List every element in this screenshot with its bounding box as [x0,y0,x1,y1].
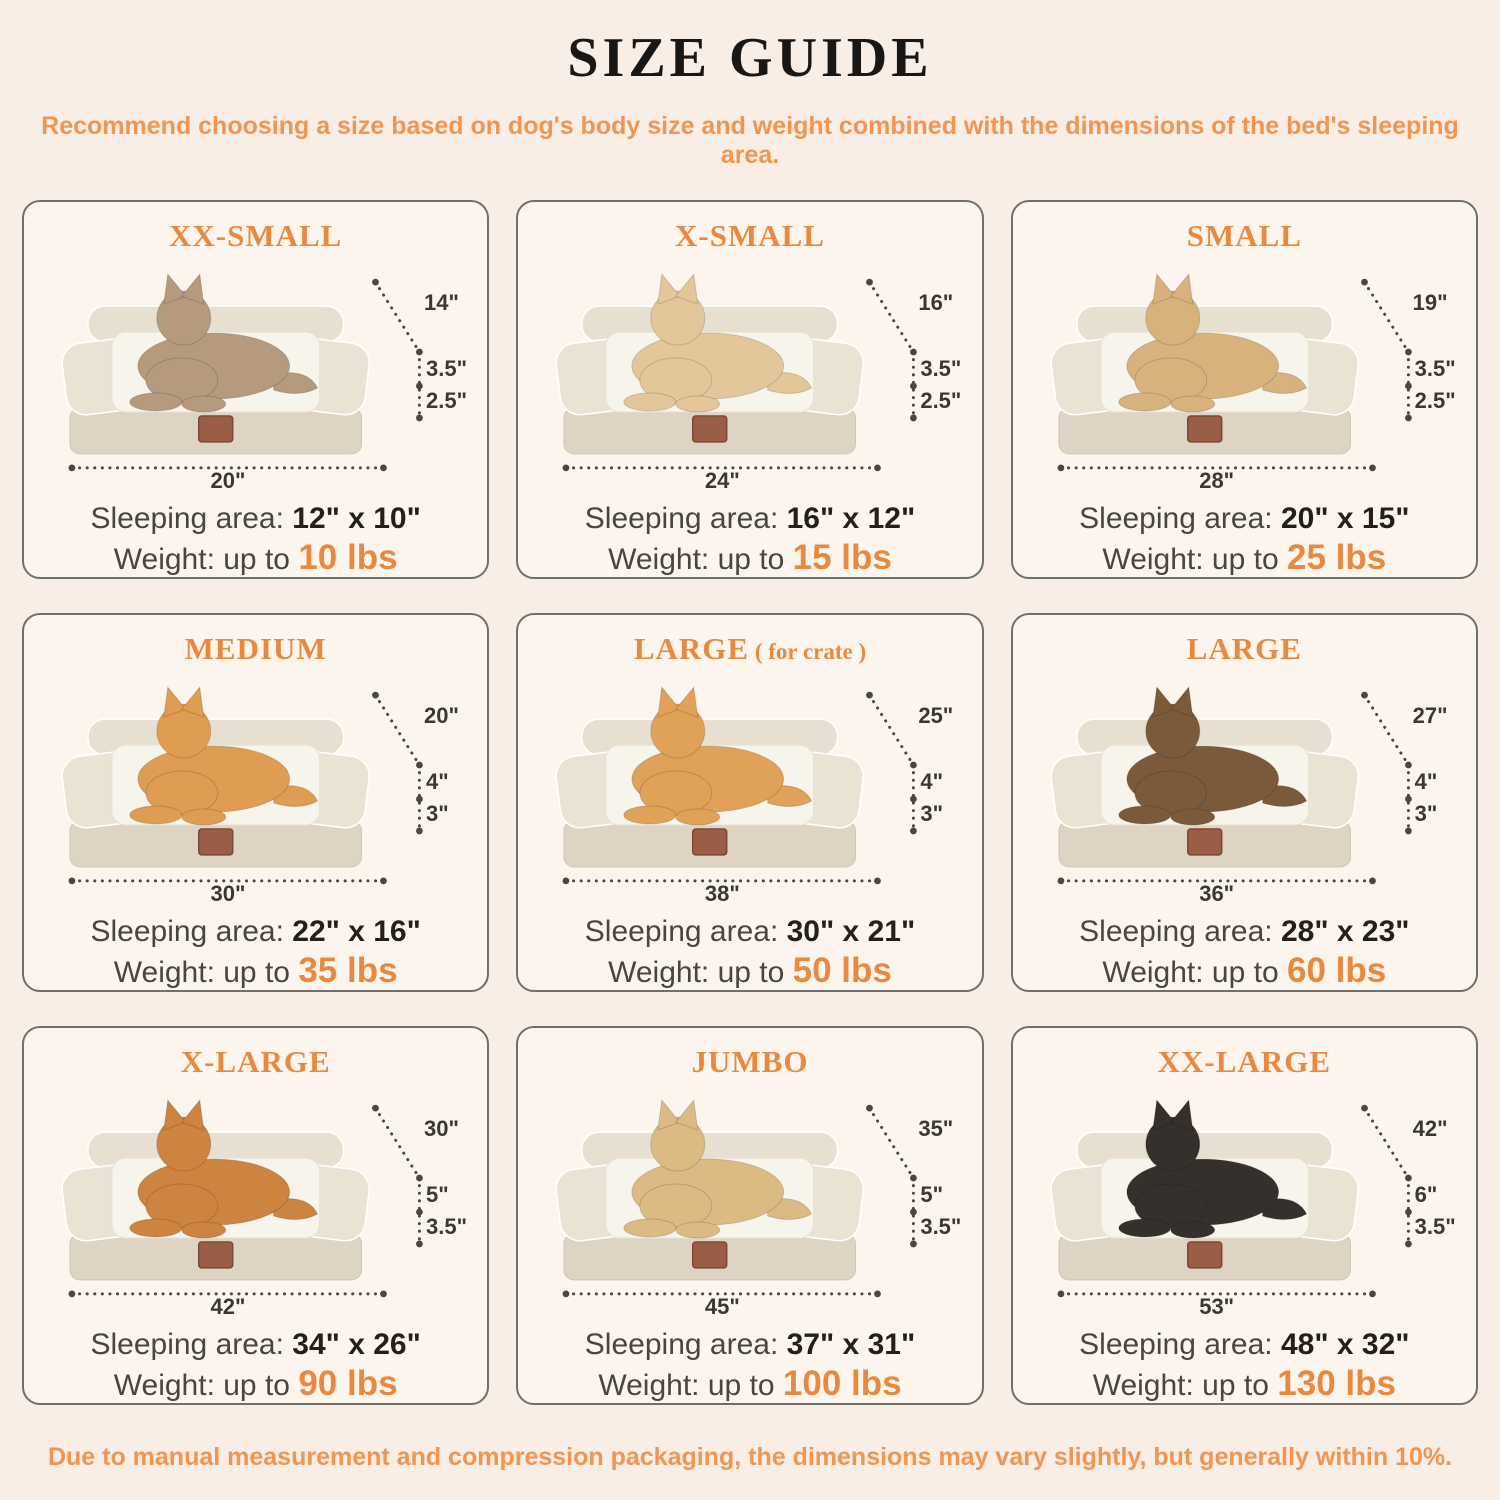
size-card-xx-small [22,200,489,579]
size-name [1025,631,1464,667]
weight-line [1025,1364,1464,1404]
size-name-text: X-SMALL [675,218,825,253]
width-dimension-label: 16" [918,290,954,315]
measurement-disclaimer: Due to manual measurement and compression packaging, the dimensions may vary slightly, but generally within 10%. [47,1443,1453,1471]
length-dimension-label: 36" [1199,881,1235,906]
size-name-text: JUMBO [691,1044,809,1079]
size-card-x-large [22,1026,489,1405]
bed-photo-labrador [530,1082,969,1320]
length-dimension-label: 28" [1199,468,1235,493]
width-dimension-label: 14" [424,290,459,315]
sleeping-area-label: Sleeping area: [90,915,284,948]
weight-line [36,951,475,991]
weight-line [530,1364,969,1404]
sleeping-area-value: 37" x 31" [786,1328,916,1361]
base-height-dimension-label: 2.5" [1414,388,1456,413]
weight-line [36,538,475,578]
sleeping-area-value: 20" x 15" [1280,502,1410,535]
bolster-height-dimension-label: 6" [1414,1182,1438,1207]
size-card-xx-large [1011,1026,1478,1405]
length-dimension-label: 38" [704,881,740,906]
sleeping-area-label: Sleeping area: [90,1328,284,1361]
weight-value: 15 lbs [792,538,892,577]
bolster-height-dimension-label: 4" [426,769,449,794]
weight-line [1025,951,1464,991]
sleeping-area-line [1025,915,1464,949]
weight-label: Weight: up to [608,956,785,989]
sleeping-area-label: Sleeping area: [584,502,779,535]
size-name-text: X-LARGE [180,1044,331,1079]
page-title: SIZE GUIDE [567,27,933,89]
bolster-height-dimension-label: 3.5" [1414,356,1456,381]
base-height-dimension-label: 3" [920,801,943,826]
size-name [36,1044,475,1080]
weight-value: 50 lbs [792,951,892,990]
width-dimension-label: 30" [424,1116,459,1141]
sleeping-area-label: Sleeping area: [584,1328,779,1361]
size-cards-grid [22,200,1478,1405]
sleeping-area-line [530,1328,969,1362]
size-name [1025,218,1464,254]
weight-label: Weight: up to [598,1369,775,1402]
weight-line [36,1364,475,1404]
bed-photo-small-poodle-dog [530,256,969,494]
width-dimension-label: 20" [424,703,459,728]
recommendation-subtitle: Recommend choosing a size based on dog's body size and weight combined with the dimensions of the bed's sleeping area. [41,112,1459,169]
weight-label: Weight: up to [1102,543,1279,576]
bolster-height-dimension-label: 5" [426,1182,449,1207]
bed-photo-border-collie [1025,669,1464,907]
width-dimension-label: 35" [918,1116,954,1141]
base-height-dimension-label: 3.5" [920,1214,962,1239]
length-dimension-label: 53" [1199,1294,1235,1319]
sleeping-area-line [1025,502,1464,536]
size-card-x-small [516,200,983,579]
sleeping-area-label: Sleeping area: [584,915,779,948]
size-name-text: LARGE [633,631,750,666]
bolster-height-dimension-label: 5" [920,1182,943,1207]
base-height-dimension-label: 3" [426,801,449,826]
bolster-height-dimension-label: 3.5" [426,356,468,381]
weight-label: Weight: up to [113,1369,290,1402]
sleeping-area-label: Sleeping area: [1079,502,1273,535]
width-dimension-label: 19" [1412,290,1448,315]
base-height-dimension-label: 3" [1414,801,1438,826]
sleeping-area-value: 34" x 26" [292,1328,421,1361]
size-card-medium [22,613,489,992]
size-name [36,631,475,667]
weight-label: Weight: up to [1102,956,1279,989]
weight-value: 90 lbs [298,1364,398,1403]
bed-photo-shiba-inu [530,669,969,907]
size-name-text: XX-SMALL [168,218,343,253]
length-dimension-label: 20" [210,468,246,493]
width-dimension-label: 42" [1412,1116,1448,1141]
size-name [530,1044,969,1080]
size-card-large-for-crate [516,613,983,992]
sleeping-area-label: Sleeping area: [1079,915,1273,948]
width-dimension-label: 27" [1412,703,1448,728]
size-name-text: XX-LARGE [1157,1044,1331,1079]
sleeping-area-value: 28" x 23" [1280,915,1410,948]
weight-line [1025,538,1464,578]
base-height-dimension-label: 3.5" [426,1214,468,1239]
weight-value: 130 lbs [1277,1364,1396,1403]
sleeping-area-label: Sleeping area: [90,502,284,535]
sleeping-area-line [1025,1328,1464,1362]
sleeping-area-line [530,502,969,536]
sleeping-area-line [36,915,475,949]
bolster-height-dimension-label: 4" [920,769,943,794]
size-name-text: SMALL [1186,218,1302,253]
size-card-jumbo [516,1026,983,1405]
length-dimension-label: 42" [210,1294,246,1319]
bed-photo-rottweiler-and-chihuahua [1025,1082,1464,1320]
bed-photo-cat [36,256,475,494]
size-name [1025,1044,1464,1080]
length-dimension-label: 24" [704,468,740,493]
sleeping-area-label: Sleeping area: [1079,1328,1273,1361]
base-height-dimension-label: 3.5" [1414,1214,1456,1239]
bed-photo-corgi [36,669,475,907]
weight-label: Weight: up to [608,543,785,576]
width-dimension-label: 25" [918,703,954,728]
size-name [530,631,969,667]
sleeping-area-value: 16" x 12" [786,502,916,535]
size-name [36,218,475,254]
base-height-dimension-label: 2.5" [920,388,962,413]
weight-label: Weight: up to [113,543,290,576]
size-card-large [1011,613,1478,992]
size-name-suffix: ( for crate ) [749,639,867,664]
sleeping-area-value: 48" x 32" [1280,1328,1410,1361]
weight-label: Weight: up to [1092,1369,1269,1402]
weight-line [530,538,969,578]
sleeping-area-line [530,915,969,949]
sleeping-area-line [36,1328,475,1362]
sleeping-area-line [36,502,475,536]
weight-line [530,951,969,991]
bolster-height-dimension-label: 3.5" [920,356,962,381]
bolster-height-dimension-label: 4" [1414,769,1438,794]
size-name [530,218,969,254]
weight-value: 10 lbs [298,538,398,577]
sleeping-area-value: 30" x 21" [786,915,916,948]
weight-label: Weight: up to [113,956,290,989]
weight-value: 35 lbs [298,951,398,990]
weight-value: 25 lbs [1287,538,1387,577]
bed-photo-golden-retriever [36,1082,475,1320]
sleeping-area-value: 12" x 10" [292,502,421,535]
weight-value: 60 lbs [1287,951,1387,990]
length-dimension-label: 45" [704,1294,740,1319]
sleeping-area-value: 22" x 16" [292,915,421,948]
size-name-text: LARGE [1186,631,1302,666]
size-name-text: MEDIUM [184,631,327,666]
bed-photo-french-bulldog [1025,256,1464,494]
size-card-small [1011,200,1478,579]
weight-value: 100 lbs [782,1364,902,1403]
base-height-dimension-label: 2.5" [426,388,468,413]
length-dimension-label: 30" [210,881,246,906]
